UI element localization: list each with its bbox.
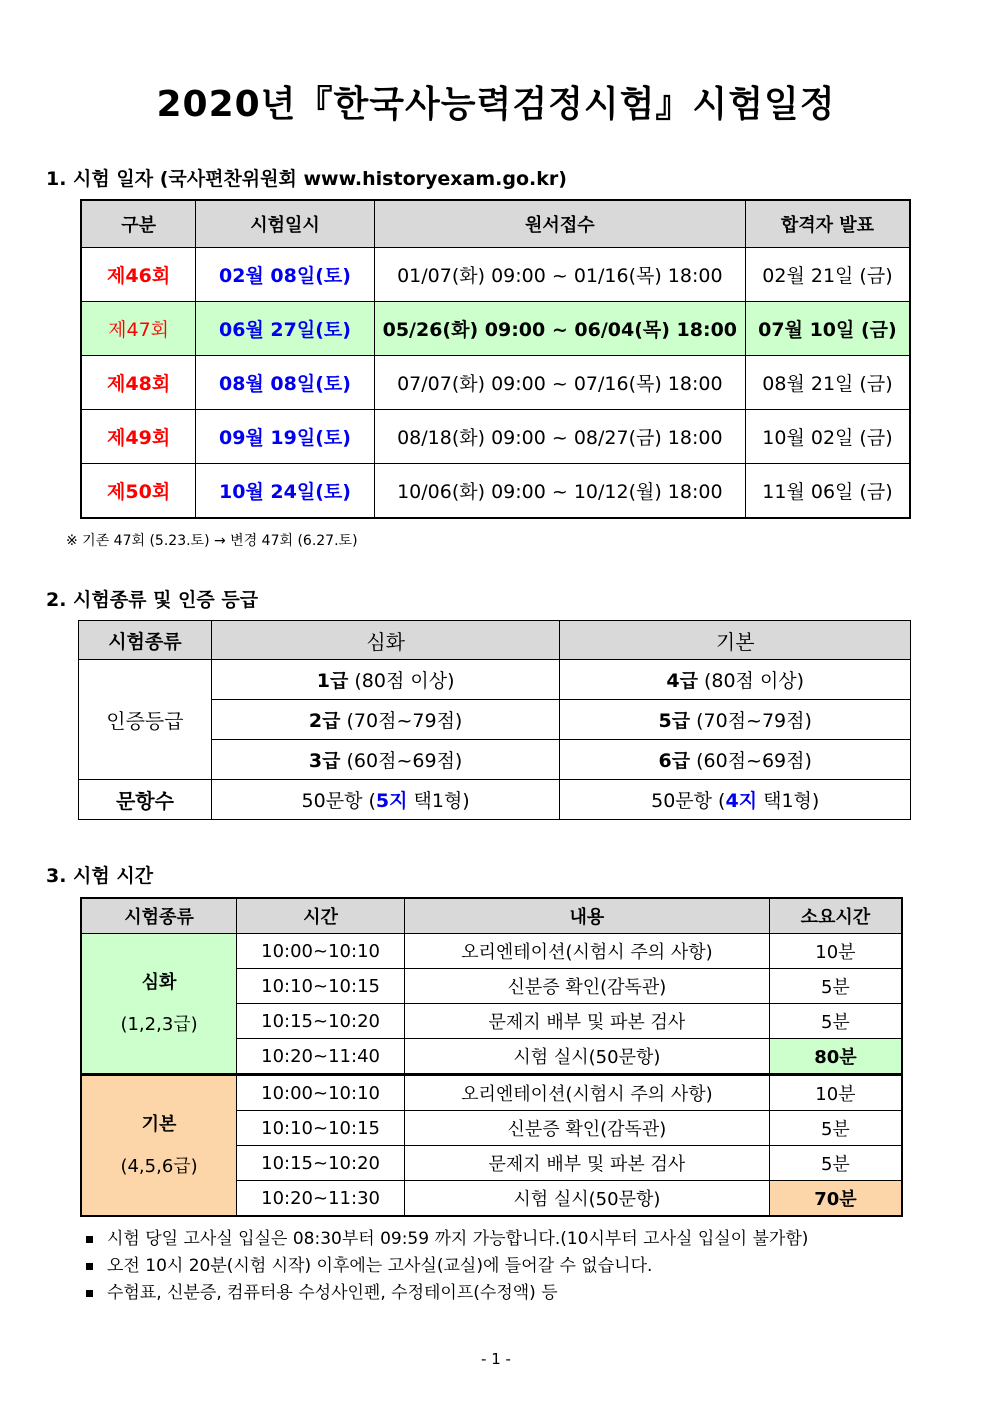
table-row	[79, 780, 911, 820]
grade-range: (80점 이상)	[348, 670, 455, 692]
table-header-row	[81, 200, 910, 248]
duration-cell: 5분	[769, 969, 902, 1004]
round-cell: 제47회	[81, 302, 196, 356]
round-cell: 제49회	[81, 410, 196, 464]
header-exam-date: 시험일시	[196, 200, 375, 248]
section-3-heading: 3. 시험 시간	[46, 865, 154, 887]
group-name: 심화	[141, 971, 177, 993]
grade-label: 1급	[316, 670, 349, 692]
round-cell: 제50회	[81, 464, 196, 519]
basic-group-cell	[81, 1075, 237, 1217]
grade-range: (70점~79점)	[690, 710, 812, 732]
result-cell: 07월 10일 (금)	[745, 302, 910, 356]
schedule-change-note: ※ 기존 47회 (5.23.토) → 변경 47회 (6.27.토)	[66, 533, 358, 549]
result-cell: 10월 02일 (금)	[745, 410, 910, 464]
header-exam-type: 시험종류	[81, 898, 237, 934]
bullet-icon	[86, 1263, 93, 1270]
result-cell: 08월 21일 (금)	[745, 356, 910, 410]
duration-cell: 10분	[769, 1075, 902, 1111]
table-row	[81, 934, 902, 969]
table-row	[79, 660, 911, 700]
application-cell: 10/06(화) 09:00 ~ 10/12(월) 18:00	[374, 464, 745, 519]
count-label: 문항수	[79, 780, 212, 820]
content-cell: 문제지 배부 및 파본 검사	[404, 1004, 769, 1039]
exam-date-cell: 08월 08일(토)	[196, 356, 375, 410]
content-cell: 신분증 확인(감독관)	[404, 1111, 769, 1146]
header-time: 시간	[237, 898, 405, 934]
grade-range: (60점~69점)	[690, 750, 812, 772]
advanced-grade-cell	[211, 740, 560, 780]
basic-count-cell	[560, 780, 911, 820]
basic-grade-cell	[560, 700, 911, 740]
bullet-icon	[86, 1290, 93, 1297]
advanced-count-cell	[211, 780, 560, 820]
certification-grade-table	[78, 620, 911, 820]
group-levels: (4,5,6급)	[120, 1155, 198, 1177]
notice-text: 오전 10시 20분(시험 시작) 이후에는 고사실(교실)에 들어갈 수 없습니다.	[107, 1256, 653, 1276]
header-advanced: 심화	[211, 621, 560, 660]
round-cell: 제46회	[81, 248, 196, 302]
header-round: 구분	[81, 200, 196, 248]
content-cell: 시험 실시(50문항)	[404, 1181, 769, 1217]
table-row	[81, 248, 910, 302]
application-cell: 01/07(화) 09:00 ~ 01/16(목) 18:00	[374, 248, 745, 302]
exam-date-cell: 09월 19일(토)	[196, 410, 375, 464]
grade-label: 6급	[658, 750, 691, 772]
content-cell: 문제지 배부 및 파본 검사	[404, 1146, 769, 1181]
result-cell: 02월 21일 (금)	[745, 248, 910, 302]
count-post: 택1형)	[407, 790, 470, 812]
duration-cell: 5분	[769, 1111, 902, 1146]
time-cell: 10:20~11:40	[237, 1039, 405, 1075]
time-cell: 10:10~10:15	[237, 969, 405, 1004]
header-application: 원서접수	[374, 200, 745, 248]
exam-schedule-table	[80, 199, 911, 519]
application-cell: 05/26(화) 09:00 ~ 06/04(목) 18:00	[374, 302, 745, 356]
content-cell: 시험 실시(50문항)	[404, 1039, 769, 1075]
table-header-row	[79, 621, 911, 660]
time-cell: 10:00~10:10	[237, 934, 405, 969]
exam-date-cell: 06월 27일(토)	[196, 302, 375, 356]
list-item	[86, 1253, 808, 1280]
table-row-highlighted	[81, 302, 910, 356]
count-pre: 50문항 (	[651, 790, 726, 812]
header-result: 합격자 발표	[745, 200, 910, 248]
result-cell: 11월 06일 (금)	[745, 464, 910, 519]
grade-label: 4급	[666, 670, 698, 692]
exam-time-table	[80, 897, 903, 1217]
count-highlight: 5지	[375, 790, 408, 812]
grade-range: (70점~79점)	[340, 710, 463, 732]
advanced-grade-cell	[211, 700, 560, 740]
content-cell: 오리엔테이션(시험시 주의 사항)	[404, 1075, 769, 1111]
count-post: 택1형)	[757, 790, 820, 812]
list-item	[86, 1280, 808, 1307]
header-content: 내용	[404, 898, 769, 934]
page-title: 2020년『한국사능력검정시험』시험일정	[156, 84, 836, 125]
section-1-heading: 1. 시험 일자 (국사편찬위원회 www.historyexam.go.kr)	[46, 168, 567, 190]
content-cell: 신분증 확인(감독관)	[404, 969, 769, 1004]
notice-text: 수험표, 신분증, 컴퓨터용 수성사인펜, 수정테이프(수정액) 등	[107, 1283, 558, 1303]
grade-range: (80점 이상)	[697, 670, 805, 692]
header-basic: 기본	[560, 621, 911, 660]
content-cell: 오리엔테이션(시험시 주의 사항)	[404, 934, 769, 969]
grade-range: (60점~69점)	[340, 750, 463, 772]
time-cell: 10:15~10:20	[237, 1004, 405, 1039]
bullet-icon	[86, 1236, 93, 1243]
application-cell: 07/07(화) 09:00 ~ 07/16(목) 18:00	[374, 356, 745, 410]
count-highlight: 4지	[725, 790, 758, 812]
group-name: 기본	[141, 1113, 177, 1135]
group-levels: (1,2,3급)	[120, 1013, 198, 1035]
time-cell: 10:20~11:30	[237, 1181, 405, 1217]
duration-cell: 5분	[769, 1146, 902, 1181]
grade-label: 3급	[308, 750, 341, 772]
exam-date-cell: 02월 08일(토)	[196, 248, 375, 302]
table-header-row	[81, 898, 902, 934]
round-cell: 제48회	[81, 356, 196, 410]
basic-grade-cell	[560, 740, 911, 780]
time-cell: 10:10~10:15	[237, 1111, 405, 1146]
duration-cell: 5분	[769, 1004, 902, 1039]
advanced-grade-cell	[211, 660, 560, 700]
cert-label: 인증등급	[79, 660, 212, 780]
count-pre: 50문항 (	[301, 790, 376, 812]
exam-date-cell: 10월 24일(토)	[196, 464, 375, 519]
grade-label: 2급	[308, 710, 341, 732]
time-cell: 10:15~10:20	[237, 1146, 405, 1181]
header-exam-type: 시험종류	[79, 621, 212, 660]
table-row	[81, 356, 910, 410]
notice-list	[86, 1226, 808, 1307]
application-cell: 08/18(화) 09:00 ~ 08/27(금) 18:00	[374, 410, 745, 464]
duration-cell-total: 80분	[769, 1039, 902, 1075]
duration-cell: 10분	[769, 934, 902, 969]
duration-cell-total: 70분	[769, 1181, 902, 1217]
time-cell: 10:00~10:10	[237, 1075, 405, 1111]
notice-text: 시험 당일 고사실 입실은 08:30부터 09:59 까지 가능합니다.(10시부터 고사실 입실이 불가함)	[107, 1229, 809, 1249]
table-row	[81, 464, 910, 519]
advanced-group-cell	[81, 934, 237, 1075]
table-row	[81, 410, 910, 464]
basic-grade-cell	[560, 660, 911, 700]
header-duration: 소요시간	[769, 898, 902, 934]
grade-label: 5급	[658, 710, 691, 732]
list-item	[86, 1226, 808, 1253]
table-row	[81, 1075, 902, 1111]
section-2-heading: 2. 시험종류 및 인증 등급	[46, 589, 259, 611]
page-number: - 1 -	[481, 1350, 511, 1368]
